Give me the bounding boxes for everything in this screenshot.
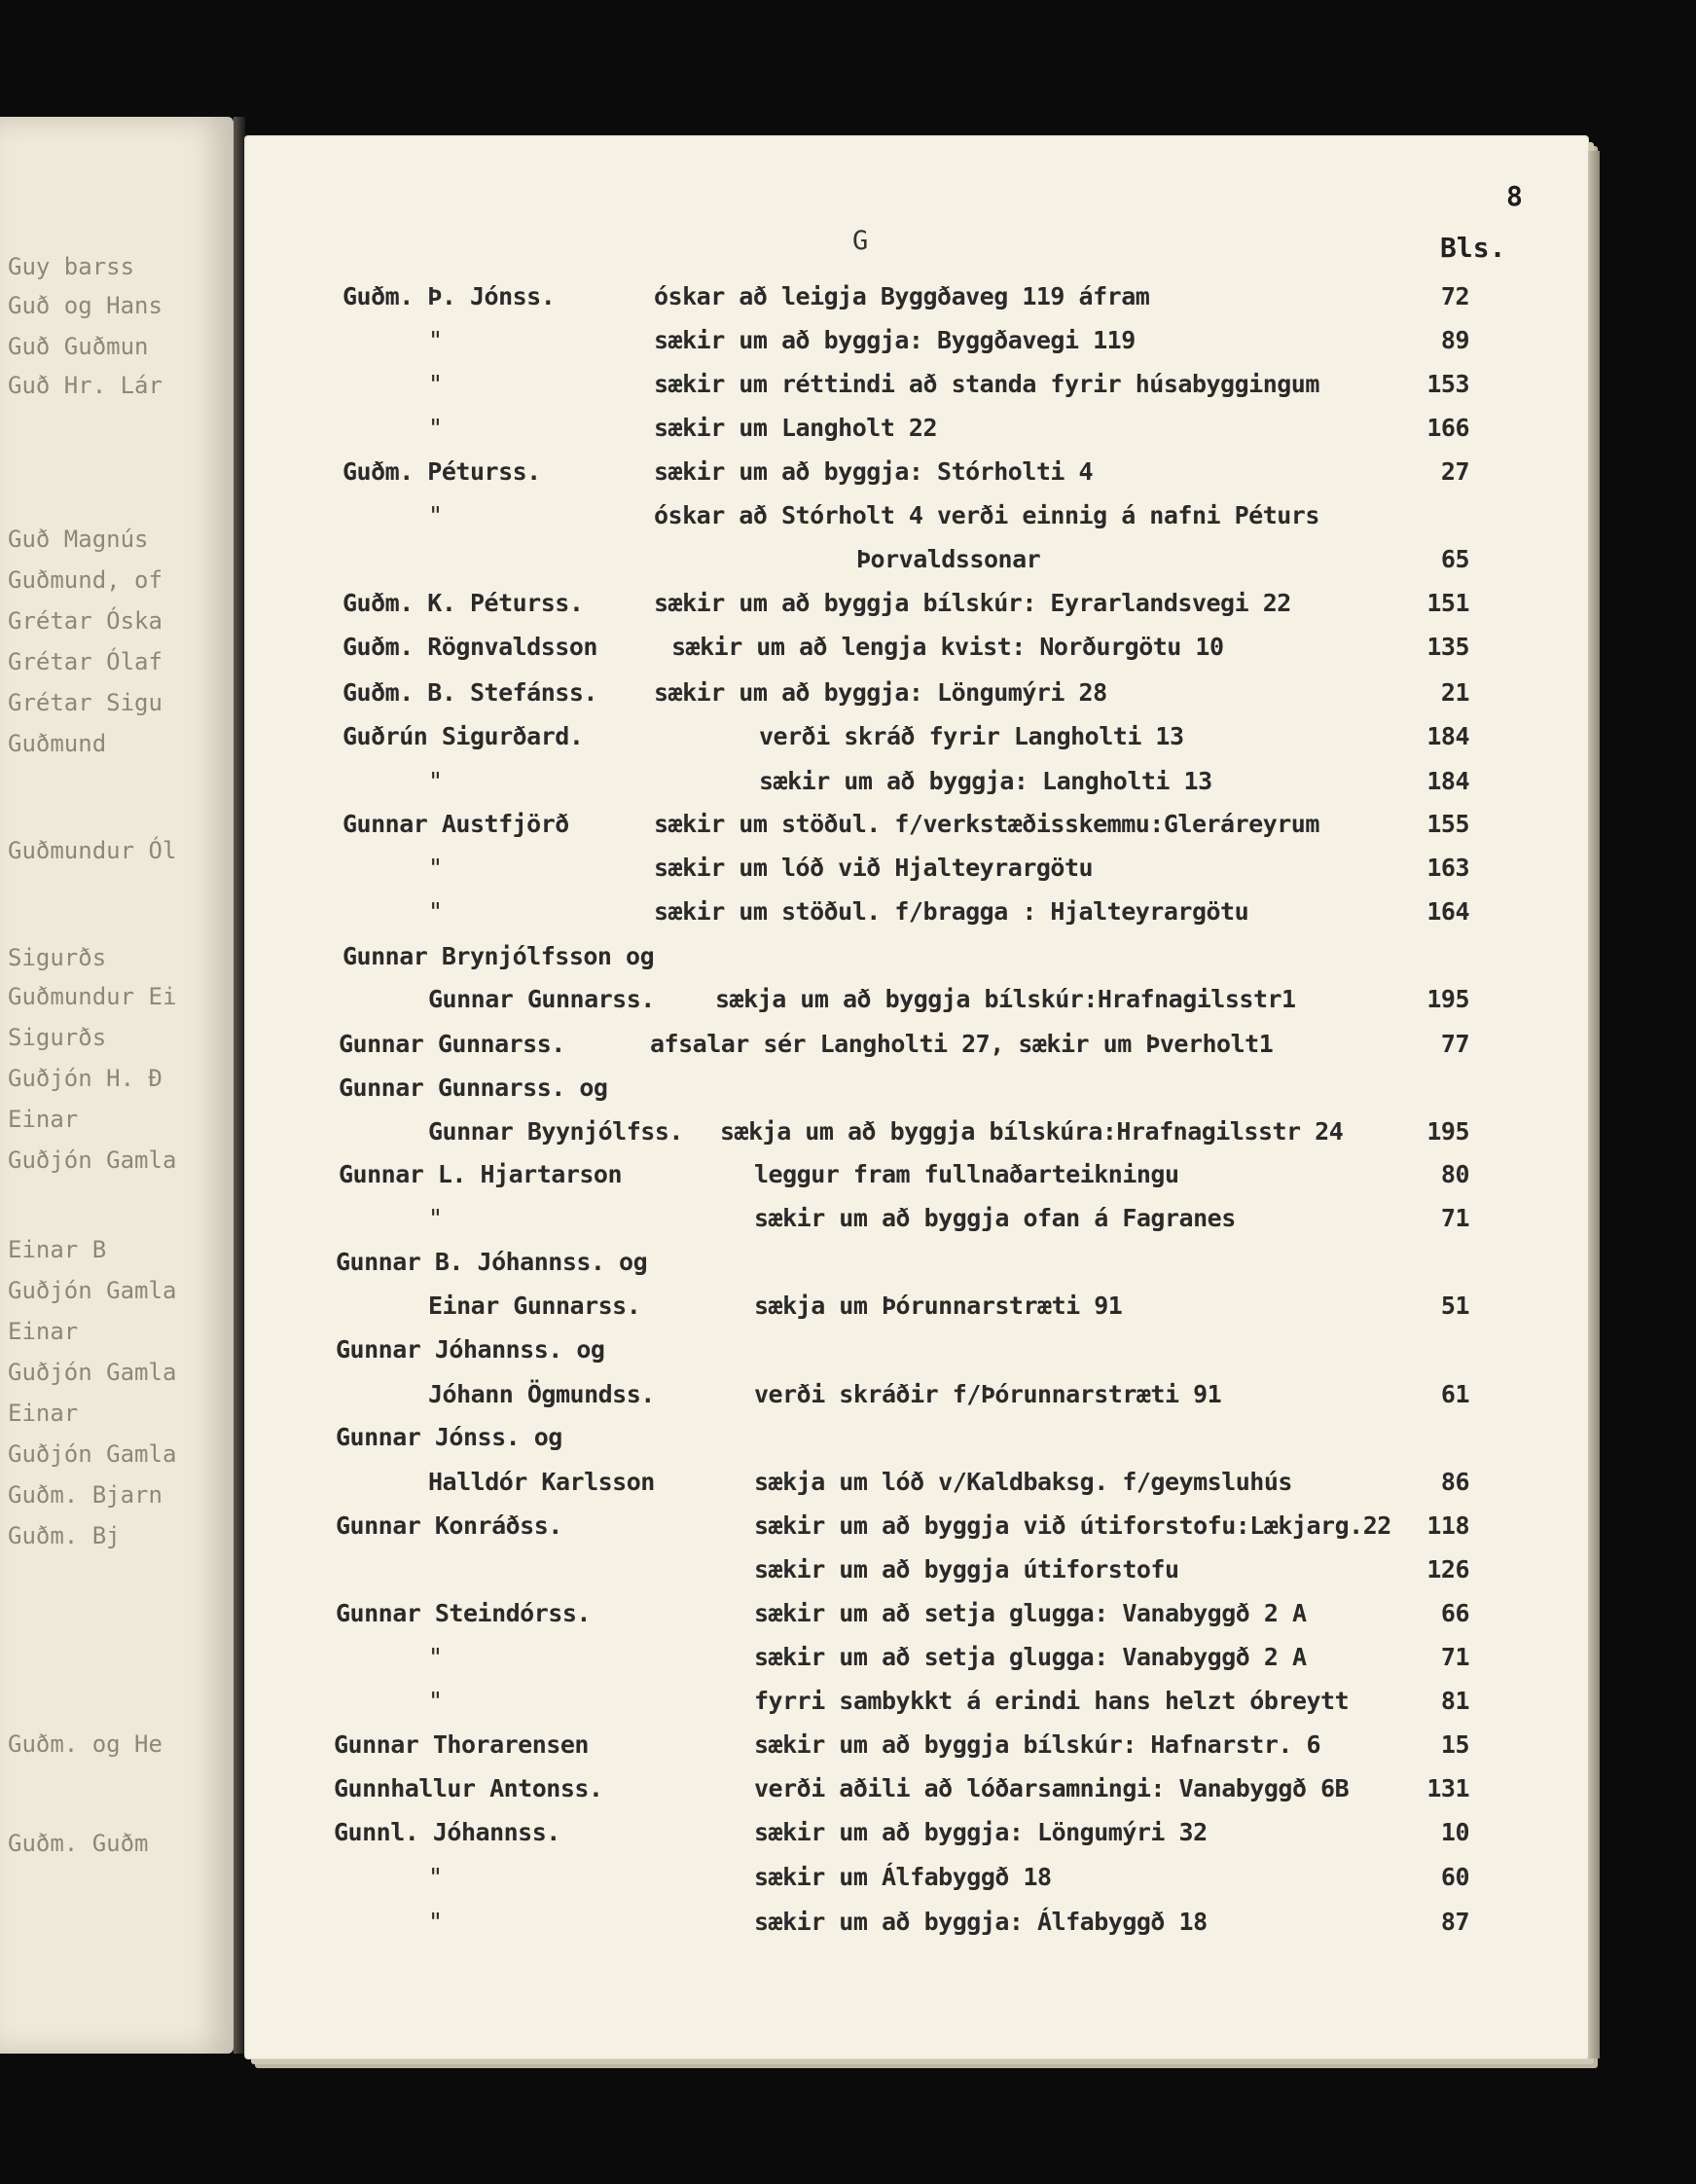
entry-page-number: 81 xyxy=(1440,1687,1469,1715)
entry-name: Gunnar B. Jóhannss. og xyxy=(336,1248,648,1276)
entry-page-number: 21 xyxy=(1440,678,1469,707)
left-facing-page: Guy barss Guð og Hans Guð Guðmun Guð Hr. Lár Guð Magnús Guðmund, of Grétar Óska Grétar Ólaf Grétar Sigu Guðmund Guðmundur Ól Sigurðs Guðmundur Ei Sigurðs Guðjón H. Ð Einar Guðjón Gamla Einar B Guðjón Gamla Einar Guðjón Gamla Einar Guðjón Gamla Guðm. Bjarn Guðm. Bj Guðm. og He Guðm. Guðm xyxy=(0,117,234,2054)
entry-description: fyrri sambykkt á erindi hans helzt óbreytt xyxy=(754,1687,1350,1715)
entry-description: sækir um réttindi að standa fyrir húsabyggingum xyxy=(654,370,1319,398)
entry-description: sækir um að byggja: Löngumýri 32 xyxy=(754,1818,1208,1846)
entry-name: " xyxy=(428,1863,443,1891)
entry-page-number: 135 xyxy=(1426,633,1469,661)
entry-name: Guðm. K. Péturss. xyxy=(343,589,584,617)
entry-name: " xyxy=(428,1643,443,1671)
entry-page-number: 155 xyxy=(1426,810,1469,838)
entry-description: sækir um að byggja: Byggðavegi 119 xyxy=(654,326,1136,354)
section-letter: G xyxy=(852,226,869,256)
entry-description: sækir um að byggja: Langholti 13 xyxy=(759,767,1212,795)
entry-name: " xyxy=(428,1204,443,1232)
entry-name: Gunnar Gunnarss. og xyxy=(339,1074,608,1102)
entry-page-number: 15 xyxy=(1440,1730,1469,1759)
entry-page-number: 87 xyxy=(1440,1908,1469,1936)
entry-page-number: 164 xyxy=(1426,897,1469,926)
page-number: 8 xyxy=(1506,180,1523,212)
entry-name: " xyxy=(428,1687,443,1715)
entry-page-number: 10 xyxy=(1440,1818,1469,1846)
entry-description: sækir um lóð við Hjalteyrargötu xyxy=(654,854,1094,882)
entry-name: Gunnar Steindórss. xyxy=(336,1599,591,1627)
entry-name: Gunnar Gunnarss. xyxy=(339,1030,565,1058)
entry-name: Guðm. Þ. Jónss. xyxy=(343,282,556,310)
entry-description: verði skráð fyrir Langholti 13 xyxy=(759,722,1184,750)
entry-page-number: 61 xyxy=(1440,1380,1469,1408)
entry-description: sækir um að setja glugga: Vanabyggð 2 A xyxy=(754,1599,1307,1627)
page-edge xyxy=(1588,151,1600,2058)
entry-name: Gunnar Jónss. og xyxy=(336,1423,562,1451)
entry-name: Guðrún Sigurðard. xyxy=(343,722,584,750)
entry-page-number: 166 xyxy=(1426,414,1469,442)
entry-name: Gunnhallur Antonss. xyxy=(334,1774,603,1802)
entry-description: sækja um Þórunnarstræti 91 xyxy=(754,1292,1123,1320)
entry-name: " xyxy=(428,767,443,795)
entry-name: Gunnar Gunnarss. xyxy=(428,985,655,1013)
entry-page-number: 195 xyxy=(1426,985,1469,1013)
entry-name: Jóhann Ögmundss. xyxy=(428,1380,655,1408)
entry-description: sækja um lóð v/Kaldbaksg. f/geymsluhús xyxy=(754,1468,1292,1496)
entry-description: sækja um að byggja bílskúra:Hrafnagilsstr 24 xyxy=(720,1117,1344,1146)
entry-name: Gunnar Byynjólfss. xyxy=(428,1117,683,1146)
book-gutter xyxy=(234,117,245,2054)
entry-description: Þorvaldssonar xyxy=(856,545,1041,573)
entry-page-number: 184 xyxy=(1426,722,1469,750)
entry-page-number: 184 xyxy=(1426,767,1469,795)
entry-page-number: 151 xyxy=(1426,589,1469,617)
entry-name: " xyxy=(428,370,443,398)
entry-description: leggur fram fullnaðarteikningu xyxy=(754,1160,1179,1188)
entry-description: óskar að Stórholt 4 verði einnig á nafni Péturs xyxy=(654,501,1319,529)
entry-description: sækir um að byggja bílskúr: Hafnarstr. 6 xyxy=(754,1730,1321,1759)
entry-page-number: 80 xyxy=(1440,1160,1469,1188)
entry-description: sækir um Álfabyggð 18 xyxy=(754,1863,1052,1891)
entry-name: " xyxy=(428,501,443,529)
entry-name: Guðm. B. Stefánss. xyxy=(343,678,597,707)
entry-name: Guðm. Rögnvaldsson xyxy=(343,633,597,661)
entry-name: " xyxy=(428,414,443,442)
entry-page-number: 71 xyxy=(1440,1204,1469,1232)
entry-name: Gunnl. Jóhannss. xyxy=(334,1818,560,1846)
entry-name: " xyxy=(428,854,443,882)
entry-description: sækir um að byggja útiforstofu xyxy=(754,1555,1179,1583)
entry-page-number: 131 xyxy=(1426,1774,1469,1802)
entry-description: sækir um að byggja: Álfabyggð 18 xyxy=(754,1908,1208,1936)
entry-page-number: 51 xyxy=(1440,1292,1469,1320)
entry-page-number: 163 xyxy=(1426,854,1469,882)
entry-description: verði skráðir f/Þórunnarstræti 91 xyxy=(754,1380,1222,1408)
entry-description: sækja um að byggja bílskúr:Hrafnagilsstr1 xyxy=(715,985,1296,1013)
entry-name: Gunnar L. Hjartarson xyxy=(339,1160,623,1188)
entry-page-number: 77 xyxy=(1440,1030,1469,1058)
entry-description: sækir um að byggja bílskúr: Eyrarlandsvegi 22 xyxy=(654,589,1291,617)
entry-name: Gunnar Konráðss. xyxy=(336,1511,562,1540)
entry-description: sækir um stöðul. f/verkstæðisskemmu:Gleráreyrum xyxy=(654,810,1319,838)
entry-name: Gunnar Austfjörð xyxy=(343,810,569,838)
entry-page-number: 89 xyxy=(1440,326,1469,354)
entry-description: sækir um að byggja ofan á Fagranes xyxy=(754,1204,1236,1232)
entry-page-number: 60 xyxy=(1440,1863,1469,1891)
entry-name: Gunnar Brynjólfsson og xyxy=(343,942,655,970)
entry-description: sækir um að byggja: Stórholti 4 xyxy=(654,457,1094,486)
entry-name: " xyxy=(428,326,443,354)
entry-page-number: 153 xyxy=(1426,370,1469,398)
entry-page-number: 65 xyxy=(1440,545,1469,573)
entry-name: Gunnar Jóhannss. og xyxy=(336,1335,605,1364)
entry-description: verði aðili að lóðarsamningi: Vanabyggð 6B xyxy=(754,1774,1350,1802)
entry-name: Guðm. Péturss. xyxy=(343,457,541,486)
entry-description: sækir um að setja glugga: Vanabyggð 2 A xyxy=(754,1643,1307,1671)
pages-column-header: Bls. xyxy=(1440,232,1506,264)
entry-page-number: 66 xyxy=(1440,1599,1469,1627)
entry-description: sækir um að byggja við útiforstofu:Lækjarg.22 xyxy=(754,1511,1391,1540)
entry-page-number: 126 xyxy=(1426,1555,1469,1583)
entry-page-number: 72 xyxy=(1440,282,1469,310)
entry-description: sækir um að byggja: Löngumýri 28 xyxy=(654,678,1107,707)
entry-name: Einar Gunnarss. xyxy=(428,1292,641,1320)
entry-name: Halldór Karlsson xyxy=(428,1468,655,1496)
entry-page-number: 86 xyxy=(1440,1468,1469,1496)
entry-description: afsalar sér Langholti 27, sækir um Þverholt1 xyxy=(650,1030,1274,1058)
entry-name: " xyxy=(428,1908,443,1936)
entry-name: Gunnar Thorarensen xyxy=(334,1730,589,1759)
entry-page-number: 71 xyxy=(1440,1643,1469,1671)
entry-page-number: 195 xyxy=(1426,1117,1469,1146)
entry-page-number: 27 xyxy=(1440,457,1469,486)
entry-page-number: 118 xyxy=(1426,1511,1469,1540)
entry-description: sækir um stöðul. f/bragga : Hjalteyrargötu xyxy=(654,897,1249,926)
entry-description: óskar að leigja Byggðaveg 119 áfram xyxy=(654,282,1150,310)
entry-name: " xyxy=(428,897,443,926)
entry-description: sækir um Langholt 22 xyxy=(654,414,938,442)
entry-description: sækir um að lengja kvist: Norðurgötu 10 xyxy=(671,633,1224,661)
